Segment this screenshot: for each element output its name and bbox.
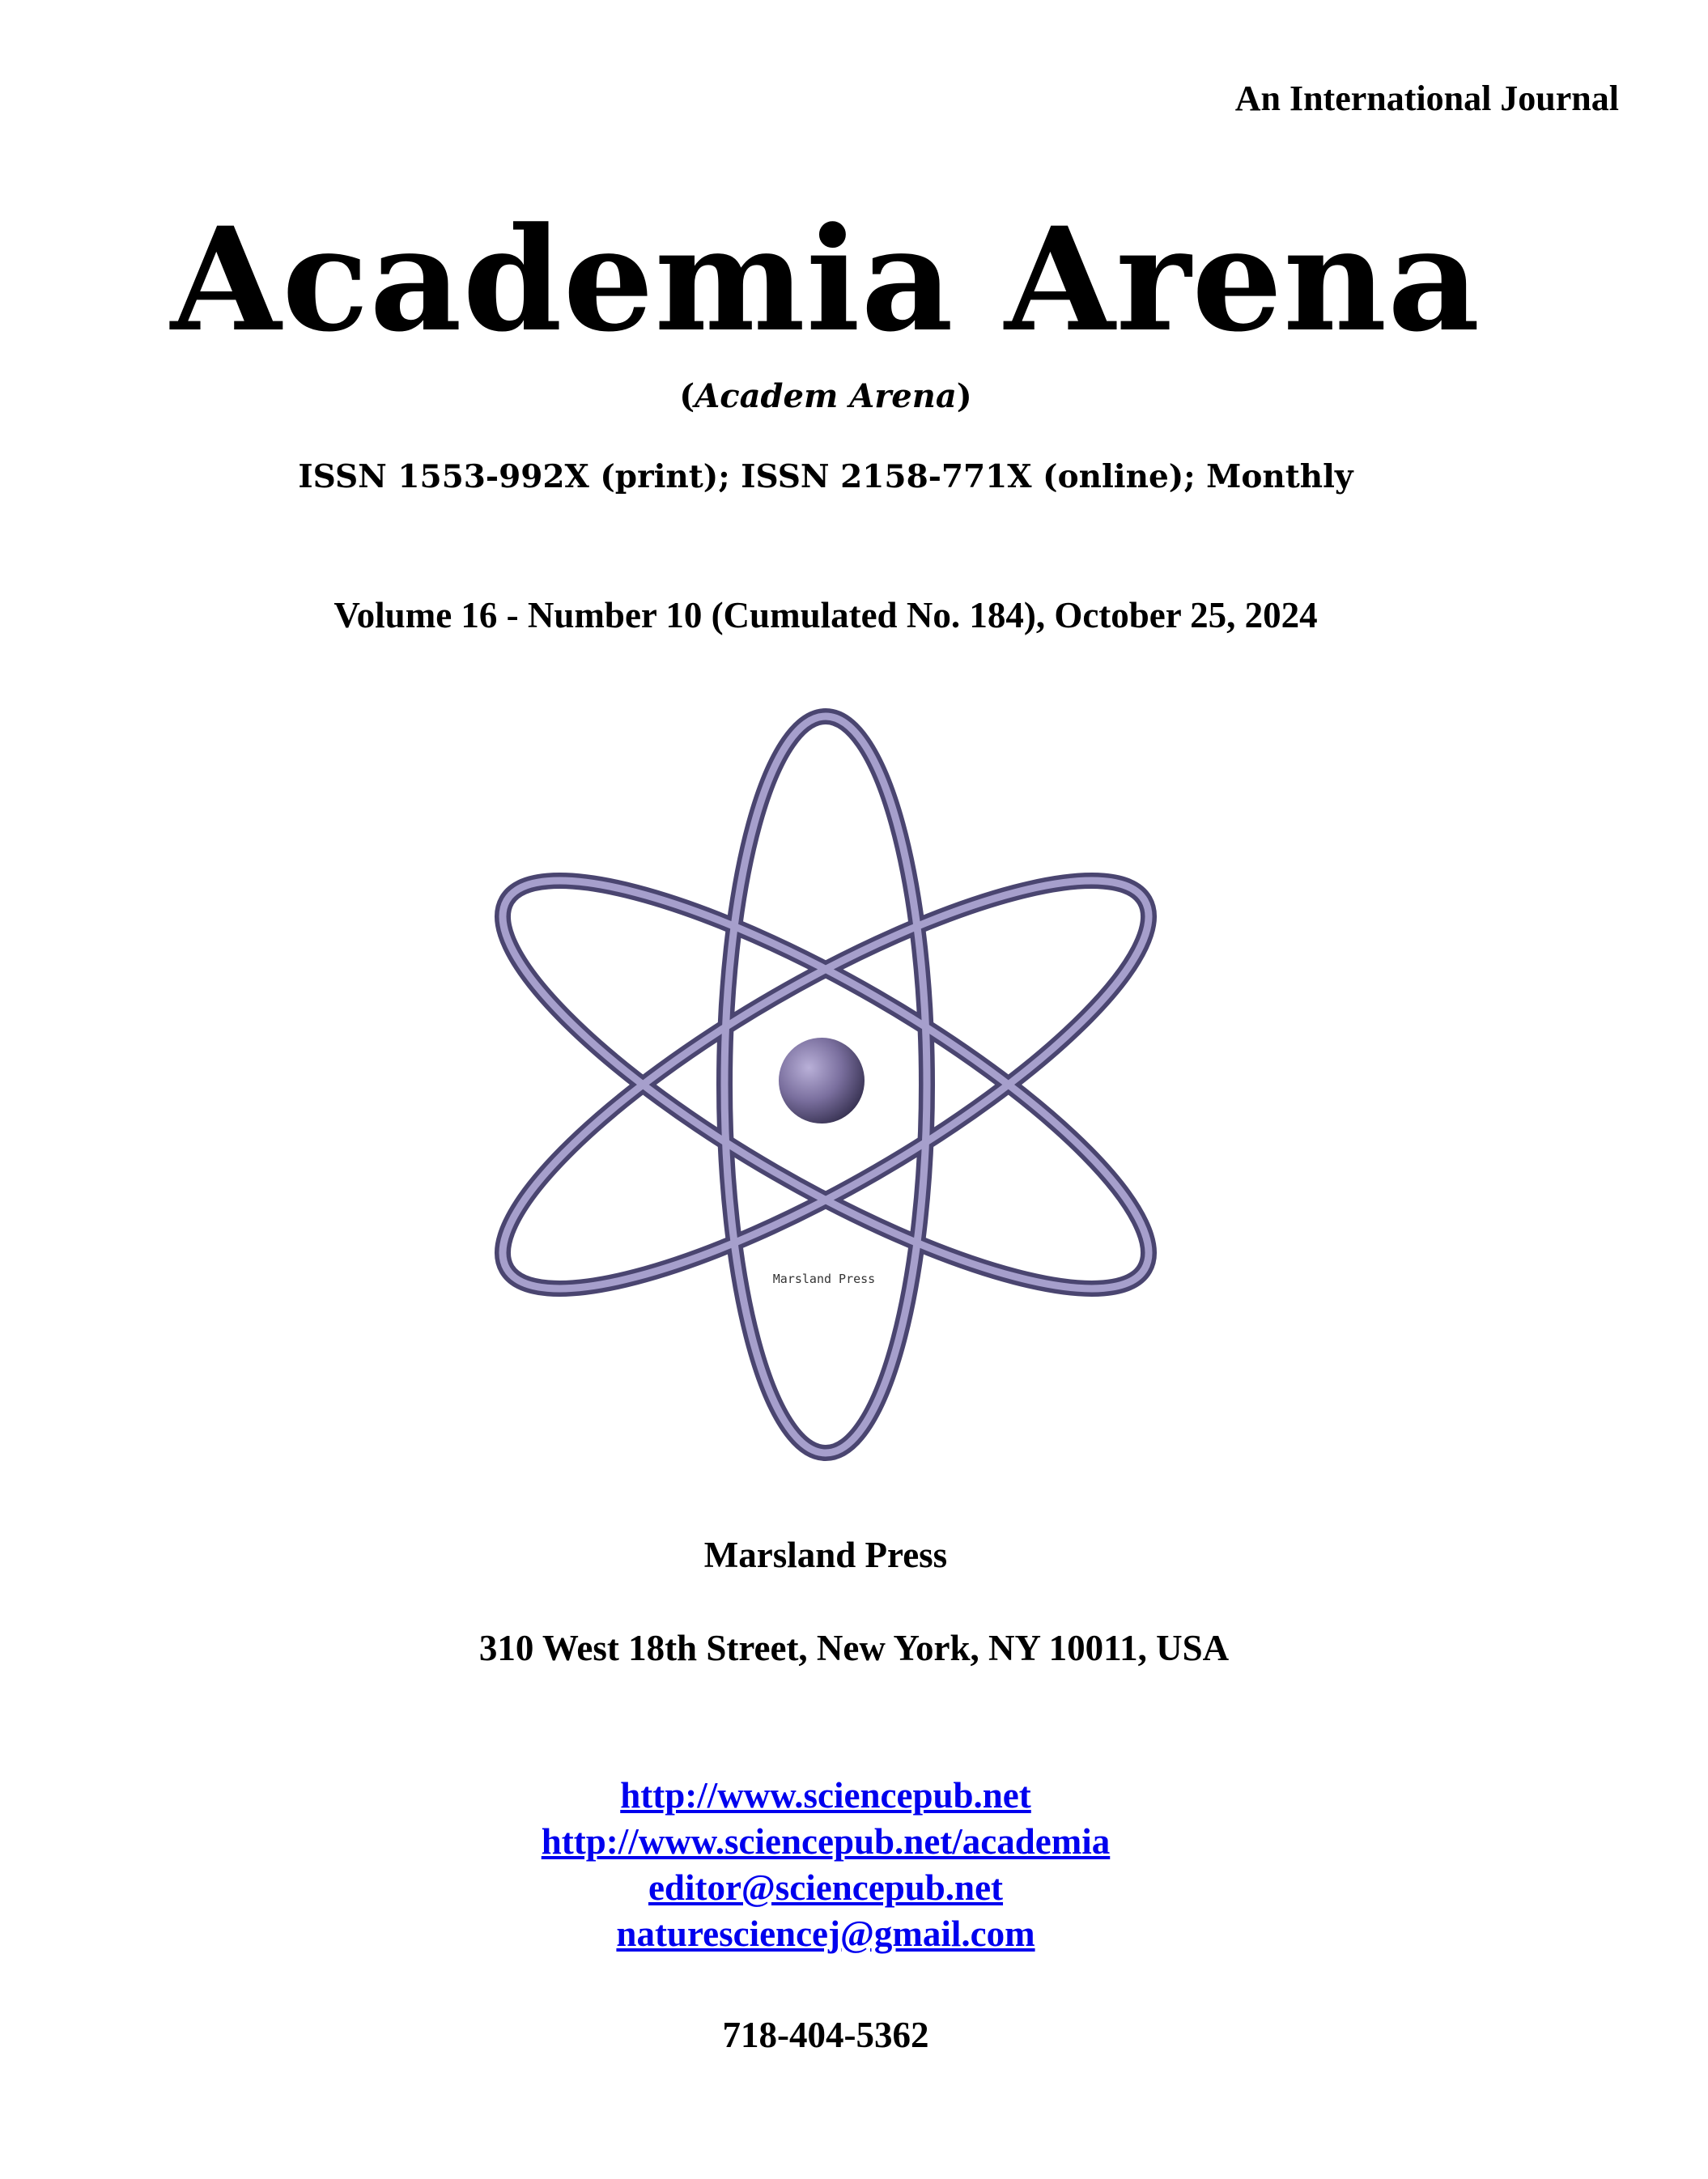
nucleus [779, 1038, 865, 1123]
logo-caption: Marsland Press [772, 1272, 876, 1286]
link-sciencepub[interactable]: http://www.sciencepub.net [620, 1775, 1031, 1816]
issn-line: ISSN 1553-992X (print); ISSN 2158-771X (online); Monthly [298, 458, 1353, 495]
journal-subtitle [0, 377, 1651, 415]
atom-icon [478, 704, 1174, 1465]
phone-number: 718-404-5362 [722, 2015, 929, 2055]
publisher-address: 310 West 18th Street, New York, NY 10011, USA [478, 1628, 1230, 1668]
link-academia[interactable]: http://www.sciencepub.net/academia [541, 1821, 1111, 1862]
journal-tagline: An International Journal [1234, 79, 1619, 118]
journal-title: Academia Arena [170, 196, 1481, 363]
link-editor-email[interactable]: editor@sciencepub.net [648, 1867, 1004, 1908]
subtitle-open-paren: ( [679, 377, 695, 415]
contact-links [0, 1773, 1651, 1957]
link-gmail[interactable]: naturesciencej@gmail.com [616, 1914, 1035, 1954]
subtitle-italic: Academ Arena [695, 377, 957, 415]
subtitle-close-paren: ) [956, 377, 972, 415]
atom-logo [478, 704, 1174, 1465]
volume-line: Volume 16 - Number 10 (Cumulated No. 184), October 25, 2024 [334, 595, 1318, 635]
publisher-name: Marsland Press [703, 1535, 948, 1575]
